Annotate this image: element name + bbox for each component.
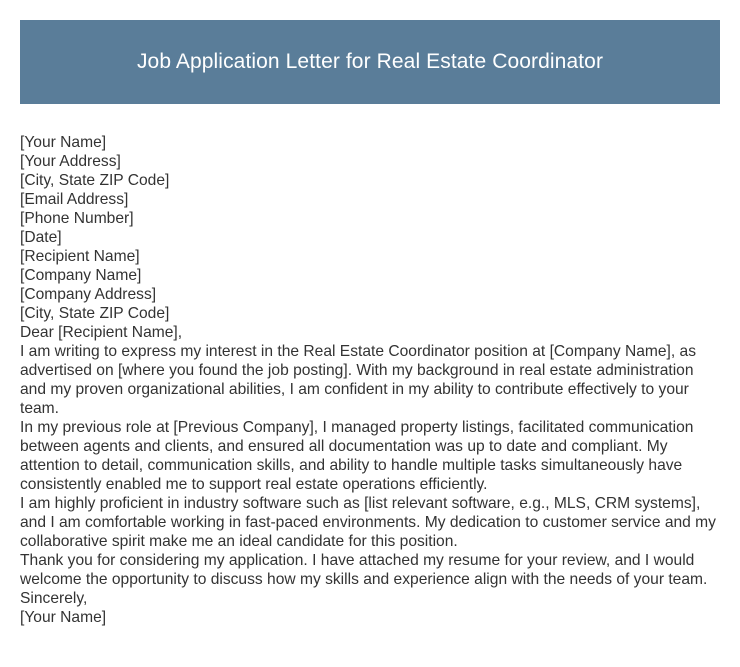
letter-body	[20, 133, 720, 627]
recipient-company-address: [Company Address]	[20, 286, 157, 303]
sender-email: [Email Address]	[20, 191, 129, 208]
recipient-name: [Recipient Name]	[20, 248, 140, 265]
paragraph-experience: In my previous role at [Previous Company], I managed property listings, facilitated communication between agents and clients, and ensured all documentation was up to date and compliant. My attention to detail, communication skills, and ability to handle multiple tasks simultaneously have consistently enabled me to support real estate operations efficiently.	[20, 419, 694, 493]
page-title: Job Application Letter for Real Estate Coordinator	[136, 50, 604, 73]
letter-date: [Date]	[20, 229, 62, 246]
recipient-city-state-zip: [City, State ZIP Code]	[20, 305, 170, 322]
title-banner	[20, 20, 720, 104]
closing: Sincerely,	[20, 590, 88, 607]
recipient-company: [Company Name]	[20, 267, 142, 284]
sender-phone: [Phone Number]	[20, 210, 134, 227]
paragraph-skills: I am highly proficient in industry software such as [list relevant software, e.g., MLS, CRM systems], and I am comfortable working in fast-paced environments. My dedication to customer service and my collaborative spirit make me an ideal candidate for this position.	[20, 495, 716, 550]
sender-name: [Your Name]	[20, 134, 107, 151]
sender-address: [Your Address]	[20, 153, 121, 170]
paragraph-intro: I am writing to express my interest in the Real Estate Coordinator position at [Company Name], as advertised on [where you found the job posting]. With my background in real estate administration and my proven organizational abilities, I am confident in my ability to contribute effectively to your team.	[20, 343, 697, 417]
salutation: Dear [Recipient Name],	[20, 324, 183, 341]
signature: [Your Name]	[20, 609, 107, 626]
paragraph-closing: Thank you for considering my application. I have attached my resume for your review, and I would welcome the opportunity to discuss how my skills and experience align with the needs of your team.	[20, 552, 708, 588]
sender-city-state-zip: [City, State ZIP Code]	[20, 172, 170, 189]
